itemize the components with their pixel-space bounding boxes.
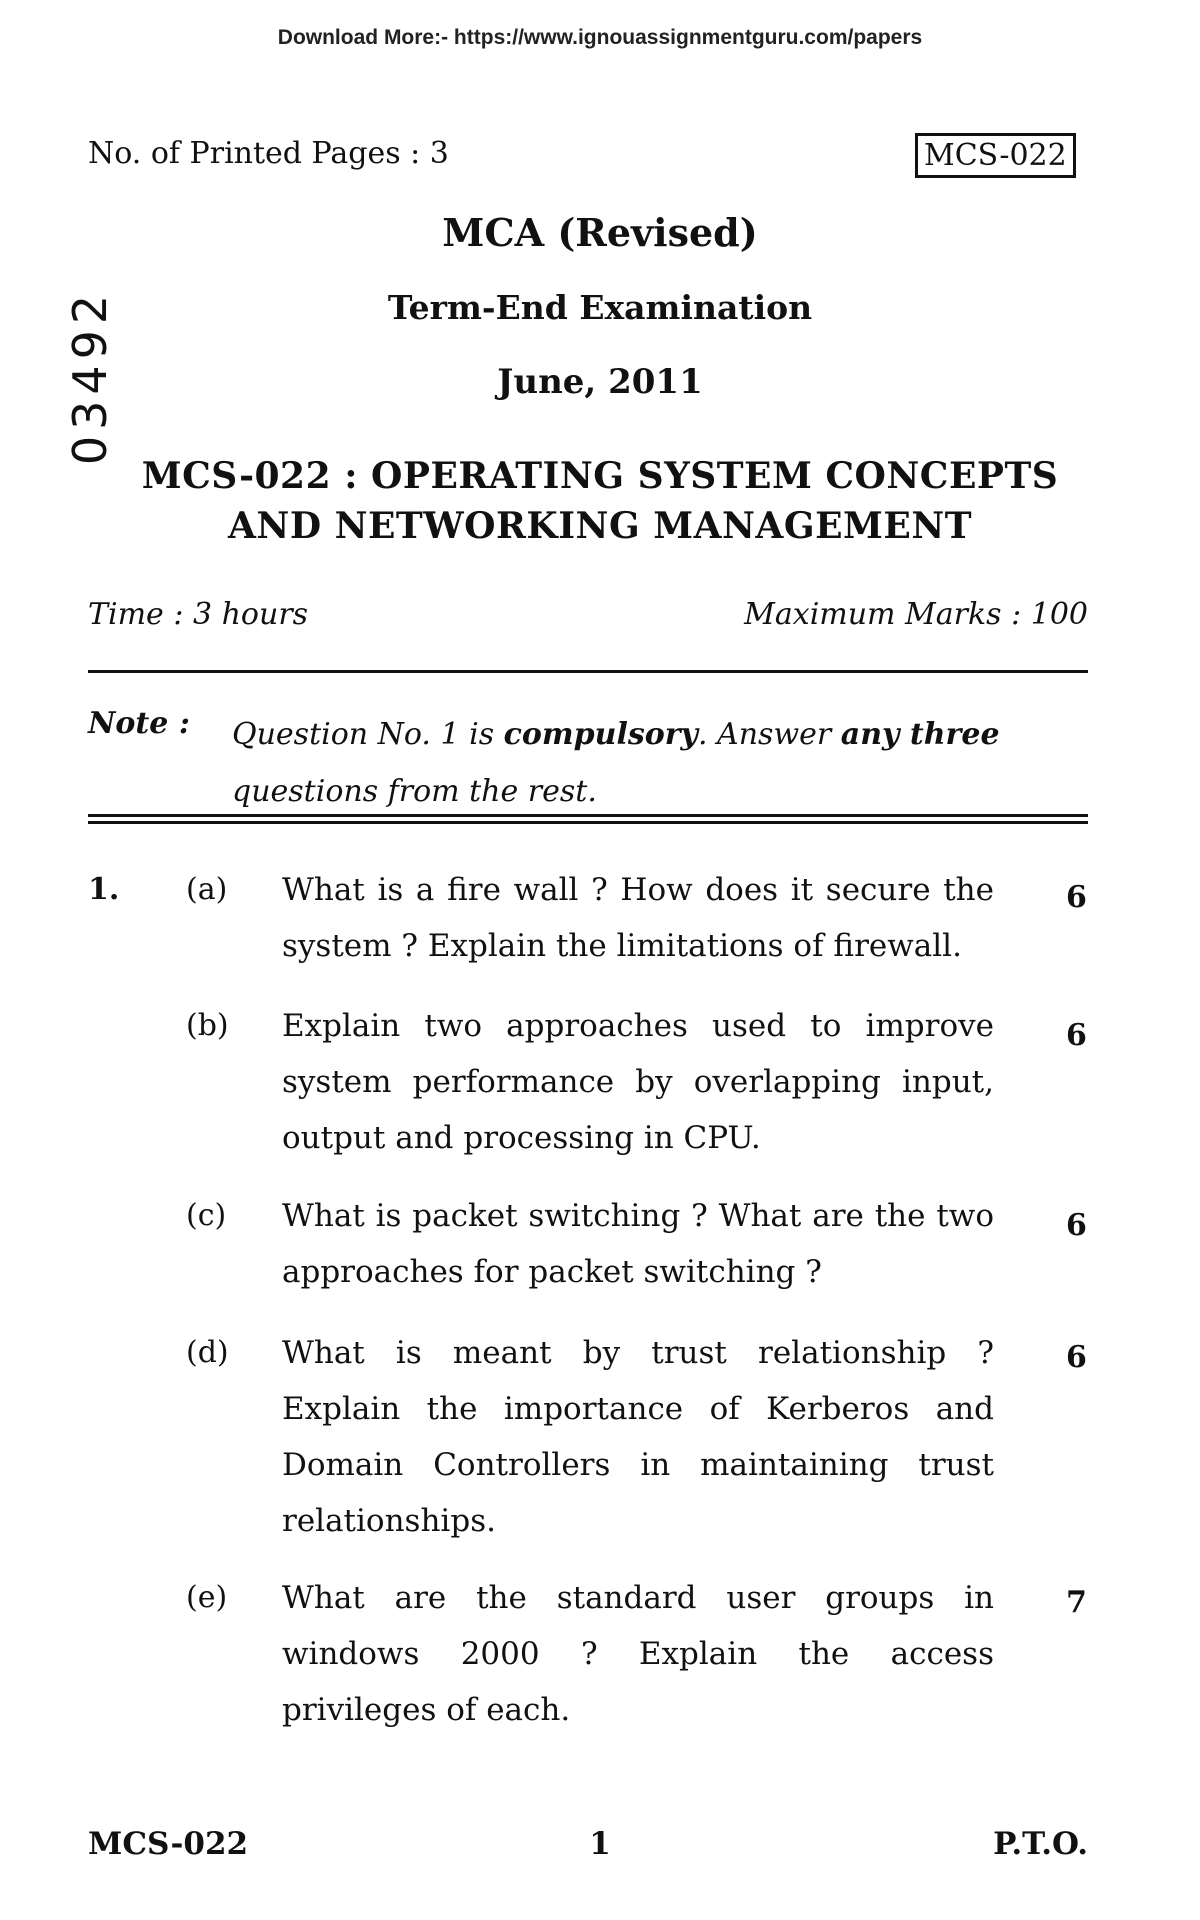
question-part-text: What is packet switching ? What are the two approaches for packet switching ? <box>282 1198 994 1290</box>
exam-date: June, 2011 <box>497 362 703 402</box>
note-text-part1: Question No. 1 is <box>232 717 504 752</box>
maximum-marks: Maximum Marks : 100 <box>744 597 1088 632</box>
course-code-box: MCS-022 <box>915 133 1076 178</box>
question-part-text: What are the standard user groups in windows 2000 ? Explain the access privileges of each. <box>282 1580 994 1728</box>
footer-page-number: 1 <box>589 1826 611 1862</box>
question-part-label: (a) <box>186 872 228 907</box>
note-bold-any-three: any three <box>840 717 1000 752</box>
question-part-label: (b) <box>186 1008 229 1043</box>
download-link-text: Download More:- https://www.ignouassignmentguru.com/papers <box>277 26 923 49</box>
question-part-marks: 6 <box>1066 1340 1087 1375</box>
course-title-line2: AND NETWORKING MANAGEMENT <box>227 505 973 547</box>
question-part-label: (d) <box>186 1335 229 1370</box>
printed-pages: No. of Printed Pages : 3 <box>88 136 449 171</box>
divider-double-1 <box>88 814 1088 817</box>
question-number: 1. <box>88 872 120 907</box>
question-part-marks: 6 <box>1066 1018 1087 1053</box>
divider-top <box>88 670 1088 673</box>
note-text-part3: questions from the rest. <box>232 774 597 809</box>
exam-title: Term-End Examination <box>387 288 813 327</box>
question-part-label: (e) <box>186 1580 228 1615</box>
time-allowed: Time : 3 hours <box>88 597 309 632</box>
serial-number-text: 03492 <box>63 288 117 466</box>
note-bold-compulsory: compulsory <box>503 717 698 752</box>
question-part-marks: 6 <box>1066 880 1087 915</box>
question-part-label: (c) <box>186 1198 227 1233</box>
footer-pto: P.T.O. <box>993 1826 1088 1862</box>
note-text <box>232 706 1090 820</box>
programme-title: MCA (Revised) <box>442 210 758 255</box>
note-label: Note : <box>88 706 190 741</box>
question-part-marks: 6 <box>1066 1208 1087 1243</box>
note-text-part2: . Answer <box>697 717 841 752</box>
footer-course-code: MCS-022 <box>88 1826 249 1862</box>
question-part-text: What is meant by trust relationship ? Explain the importance of Kerberos and Domain Controllers in maintaining trust relationships. <box>282 1335 994 1539</box>
divider-double-2 <box>88 821 1088 824</box>
question-part-marks: 7 <box>1066 1585 1087 1620</box>
course-title-line1: MCS-022 : OPERATING SYSTEM CONCEPTS <box>141 455 1059 497</box>
question-part-text: Explain two approaches used to improve system performance by overlapping input, output and processing in CPU. <box>282 1008 994 1156</box>
question-part-text: What is a fire wall ? How does it secure the system ? Explain the limitations of firewall. <box>282 872 994 964</box>
